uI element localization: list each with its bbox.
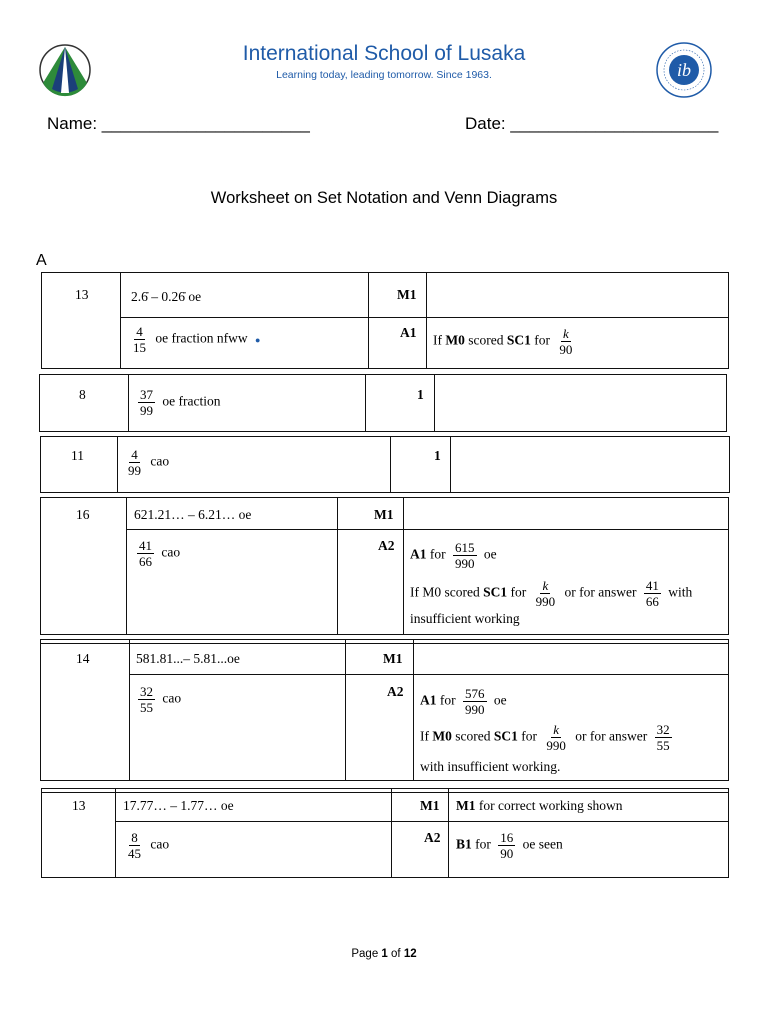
notes-cell: insufficient working: [410, 611, 520, 626]
mark-scheme-table-6: [41, 788, 729, 878]
notes-cell: M1 for correct working shown: [456, 798, 623, 813]
worksheet-title: Worksheet on Set Notation and Venn Diagrams: [210, 189, 558, 207]
fraction: $\frac{576}{990}$: [465, 686, 485, 717]
notes-cell: B1 for $\frac{16}{90}$ oe seen: [456, 830, 563, 861]
mark-cell: M1: [383, 651, 403, 666]
mark-scheme-table-5: [40, 639, 729, 781]
mark-cell: M1: [374, 507, 394, 522]
ib-badge-text: ib: [676, 60, 692, 80]
mark-scheme-table-3: [40, 436, 730, 493]
question-number: 13: [72, 798, 86, 813]
answer-cell: $\frac{4}{99}$ cao: [128, 447, 170, 478]
school-tagline: Learning today, leading tomorrow. Since 1963.: [276, 69, 492, 81]
dot-marker: ●: [254, 334, 261, 345]
fraction: $\frac{32}{55}$: [656, 722, 670, 753]
fraction: $\frac{k}{990}$: [535, 578, 556, 609]
answer-cell: $\frac{8}{45}$ cao: [128, 830, 170, 861]
question-number: 13: [75, 287, 89, 302]
name-field-label: Name: ______________________: [47, 114, 310, 133]
question-number: 8: [79, 387, 86, 402]
fraction: $\frac{4}{15}$: [133, 324, 146, 355]
fraction: $\frac{615}{990}$: [455, 540, 475, 571]
answer-cell: 2.6̇ – 0.26̇ oe: [131, 289, 202, 304]
school-name: International School of Lusaka: [242, 42, 526, 65]
notes-cell: A1 for $\frac{615}{990}$ oe: [410, 540, 497, 571]
answer-cell: $\frac{4}{15}$ oe fraction nfww ●: [133, 324, 261, 355]
page-footer: Page 1 of 12: [351, 948, 417, 960]
fraction: $\frac{41}{66}$: [139, 538, 152, 569]
answer-cell: $\frac{41}{66}$ cao: [139, 538, 181, 569]
section-label: A: [36, 252, 47, 269]
fraction: $\frac{32}{55}$: [140, 684, 153, 715]
answer-cell: 17.77… – 1.77… oe: [123, 798, 234, 813]
answer-cell: 621.21… – 6.21… oe: [134, 507, 252, 522]
question-number: 11: [71, 448, 84, 463]
mark-cell: 1: [417, 387, 424, 402]
question-number: 16: [76, 507, 90, 522]
notes-cell: A1 for $\frac{576}{990}$ oe: [420, 686, 507, 717]
answer-cell: 581.81...– 5.81...oe: [136, 651, 240, 666]
mark-cell: A2: [387, 684, 404, 699]
fraction: $\frac{k}{90}$: [559, 326, 573, 357]
fraction: $\frac{4}{99}$: [128, 447, 141, 478]
notes-cell: If M0 scored SC1 for $\frac{k}{990}$ or for answer $\frac{32}{55}$: [420, 722, 670, 753]
notes-cell: with insufficient working.: [420, 759, 561, 774]
question-number: 14: [76, 651, 90, 666]
answer-cell: $\frac{37}{99}$ oe fraction: [140, 387, 221, 418]
fraction: $\frac{37}{99}$: [140, 387, 153, 418]
date-field-label: Date: ______________________: [465, 114, 719, 133]
fraction: $\frac{k}{990}$: [546, 722, 566, 753]
mark-cell: M1: [420, 798, 440, 813]
mark-cell: M1: [397, 287, 417, 302]
mark-cell: A1: [400, 325, 417, 340]
mark-cell: 1: [434, 448, 441, 463]
notes-cell: If M0 scored SC1 for $\frac{k}{90}$: [433, 326, 573, 357]
ib-logo: [655, 41, 713, 99]
fraction: $\frac{8}{45}$: [128, 830, 141, 861]
mark-scheme-table-2: [39, 374, 727, 432]
fraction: $\frac{16}{90}$: [500, 830, 514, 861]
mark-scheme-table-4: [40, 497, 729, 635]
mark-cell: A2: [424, 830, 441, 845]
fraction: $\frac{41}{66}$: [645, 578, 659, 609]
answer-cell: $\frac{32}{55}$ cao: [140, 684, 182, 715]
notes-cell: If M0 scored SC1 for $\frac{k}{990}$ or for answer $\frac{41}{66}$ with: [410, 578, 693, 609]
mark-cell: A2: [378, 538, 395, 553]
mark-scheme-table-1: [41, 272, 729, 369]
